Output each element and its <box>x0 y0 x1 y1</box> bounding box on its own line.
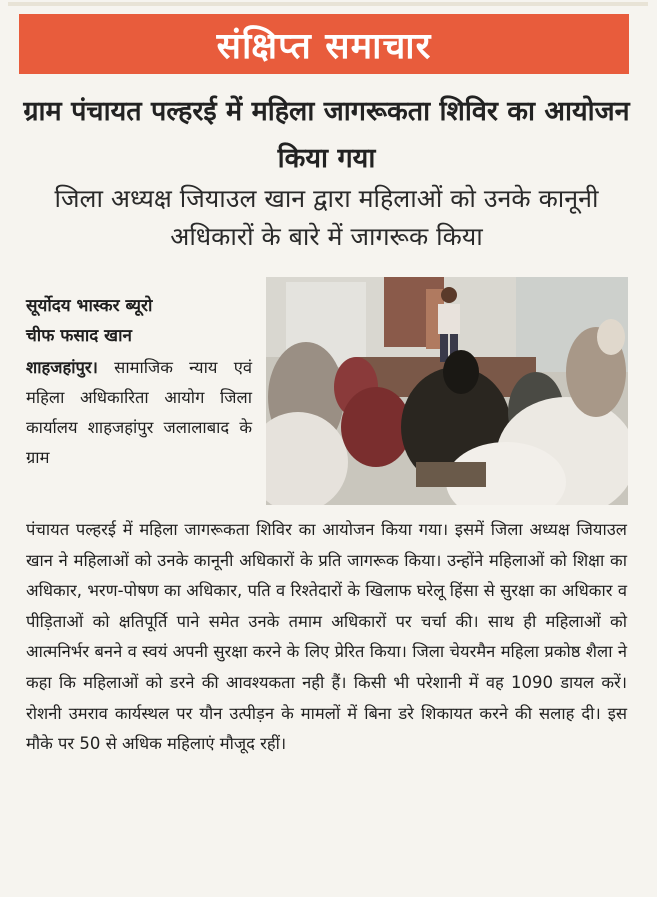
section-title: संक्षिप्त समाचार <box>216 25 432 67</box>
lead-paragraph <box>26 353 252 473</box>
byline <box>26 291 251 351</box>
byline-bureau: सूर्योदय भास्कर ब्यूरो <box>26 296 153 316</box>
dateline: शाहजहांपुर। <box>26 358 98 377</box>
byline-reporter: चीफ फसाद खान <box>26 326 132 346</box>
lead-text: सामाजिक न्याय एवं महिला अधिकारिता आयोग जिला कार्यालय शाहजहांपुर जलालाबाद के ग्राम <box>26 358 252 467</box>
article-body: पंचायत पल्हरई में महिला जागरूकता शिविर का आयोजन किया गया। इसमें जिला अध्यक्ष जियाउल खान ने महिलाओं को उनके कानूनी अधिकारों के प्रति जागरूक किया। उन्होंने महिलाओं को शिक्षा का अधिकार, भरण-पोषण का अधिकार, पति व रिश्तेदारों के खिलाफ घरेलू हिंसा से सुरक्षा का अधिकार व पीड़िताओं को क्षतिपूर्ति पाने समेत उनके तमाम अधिकारों पर चर्चा की। साथ ही महिलाओं को आत्मनिर्भर बनने व स्वयं अपनी सुरक्षा करने के लिए प्रेरित किया। जिला चेयरमैन महिला प्रकोष्ठ शैला ने कहा कि महिलाओं को डरने की आवश्यकता नही हैं। किसी भी परेशानी में वह 1090 डायल करें। रोशनी उमराव कार्यस्थल पर यौन उत्पीड़न के मामलों में बिना डरे शिकायत करने की सलाह दी। इस मौके पर 50 से अधिक महिलाएं मौजूद रहीं। <box>26 520 627 754</box>
subheadline: जिला अध्यक्ष जियाउल खान द्वारा महिलाओं को उनके कानूनी अधिकारों के बारे में जागरूक किया <box>54 184 599 251</box>
clipping-edge <box>8 2 648 6</box>
headline: ग्राम पंचायत पल्हरई में महिला जागरूकता शिविर का आयोजन किया गया <box>23 96 630 174</box>
meeting-photo-illustration <box>266 277 628 505</box>
news-photo <box>266 277 628 505</box>
section-banner <box>19 14 629 74</box>
